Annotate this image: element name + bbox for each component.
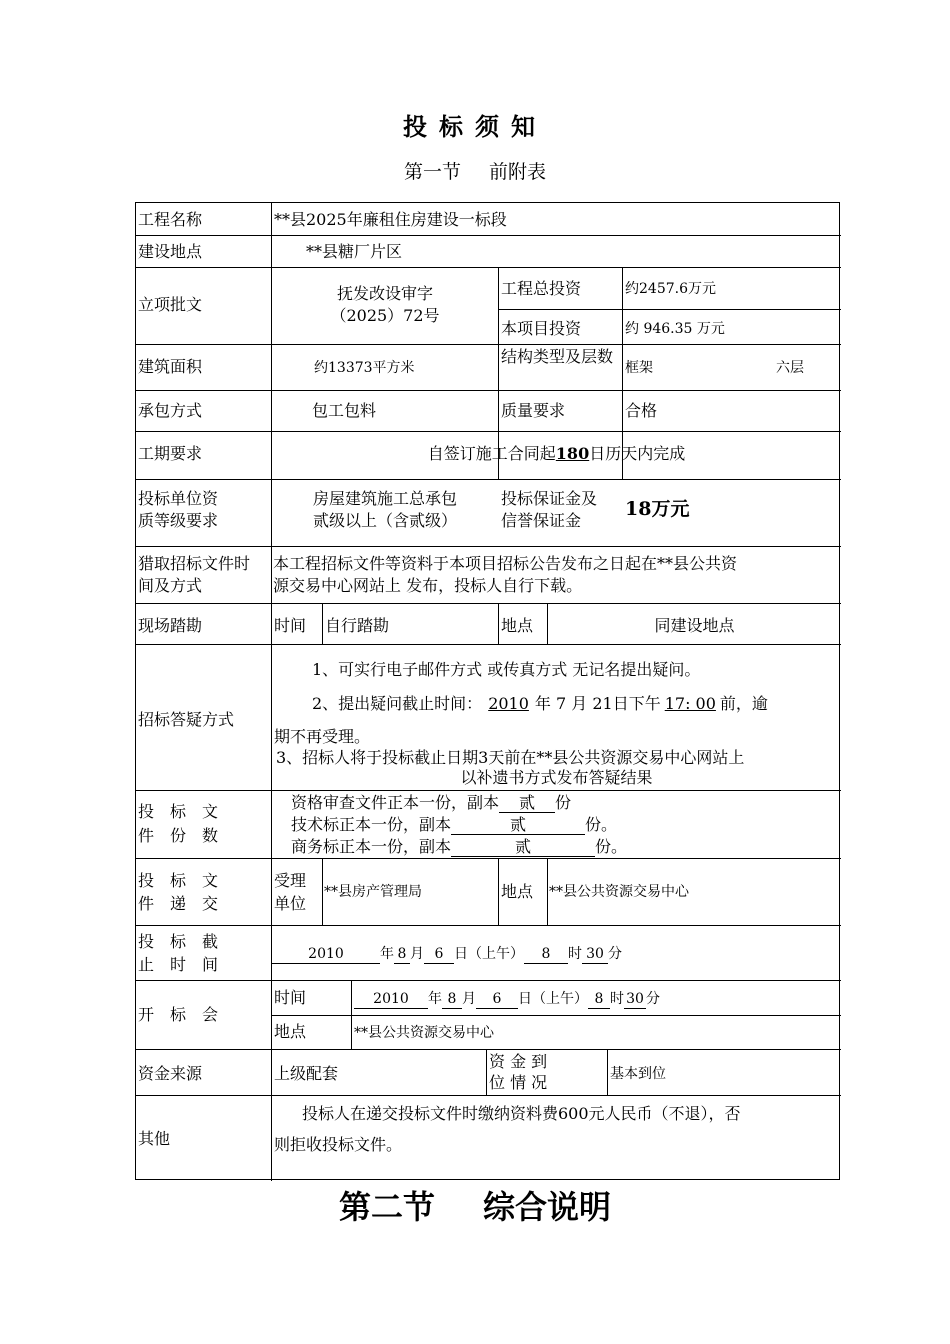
label-qualification-line1: 投标单位资 [138,489,219,508]
qa-item2-b: 年 7 月 21日下午 [534,694,661,713]
opening-hour: 8 [588,990,610,1009]
value-qualification-line2: 贰级以上（含贰级） [312,511,457,530]
qa-item-2-cont: 期不再受理。 [274,727,371,746]
deadline-month-unit: 月 [410,946,424,962]
label-opening-time: 时间 [274,988,307,1007]
label-receiver-line2: 单位 [274,894,307,913]
section-1-heading [0,157,950,184]
opening-day: 6 [476,990,518,1009]
value-qualification-line1: 房屋建筑施工总承包 [312,489,457,508]
value-project-investment: 约 946.35 万元 [625,321,725,337]
label-obtain-line1: 猎取招标文件时 [138,554,251,573]
copies-line1-value: 贰 [499,794,555,813]
value-floors: 六层 [776,360,804,376]
qa-item-3-line2: 以补遗书方式发布答疑结果 [460,768,653,787]
label-site-visit-time: 时间 [274,616,307,635]
label-deadline-line2: 止 时 间 [138,955,219,974]
label-obtain-line2: 间及方式 [138,576,203,595]
value-location: **县糖厂片区 [306,242,403,261]
label-submit-line1: 投 标 文 [138,871,219,890]
duration-days: 180 [555,444,590,463]
label-other: 其他 [138,1129,171,1148]
value-approval-line2: （2025）72号 [330,306,440,325]
label-qualification-line2: 质等级要求 [138,511,219,530]
section-name: 前附表 [489,161,547,183]
label-copies-line1: 投 标 文 [138,802,219,821]
label-opening: 开 标 会 [138,1005,219,1024]
value-site-visit-place: 同建设地点 [654,616,735,635]
label-qa: 招标答疑方式 [138,710,235,729]
copies-line1-b: 份 [555,793,572,812]
label-contract-type: 承包方式 [138,401,203,420]
qa-item2-a: 2、提出疑问截止时间： [312,694,483,713]
copies-line3-value: 贰 [451,838,595,857]
label-site-visit: 现场踏勘 [138,616,203,635]
value-opening-time [354,988,839,1010]
copies-line3-a: 商务标正本一份，副本 [291,837,452,856]
bidding-schedule-table [135,202,840,1180]
value-building-area: 约13373平方米 [314,360,415,376]
value-bond: 18万元 [625,498,690,520]
copies-line3-b: 份。 [595,837,628,856]
label-project-investment: 本项目投资 [501,319,582,338]
value-total-investment: 约2457.6万元 [625,281,716,297]
duration-prefix: 自签订施工合同起 [427,444,556,463]
section-name: 综合说明 [483,1188,612,1226]
label-deadline-line1: 投 标 截 [138,932,219,951]
opening-ampm: （上午） [532,991,588,1007]
section-2-heading [0,1182,950,1228]
deadline-month: 8 [394,945,410,964]
section-label: 第二节 [338,1188,435,1226]
label-submit-line2: 件 递 交 [138,894,219,913]
section-label: 第一节 [403,161,461,183]
value-approval-line1: 抚发改设审字 [336,284,433,303]
qa-item-3-line1: 3、招标人将于投标截止日期3天前在**县公共资源交易中心网站上 [276,748,745,767]
label-approval: 立项批文 [138,295,203,314]
deadline-day: 6 [424,945,454,964]
opening-year: 2010 [354,990,428,1009]
value-funding: 上级配套 [274,1064,339,1083]
opening-month: 8 [442,990,462,1009]
copies-line-2 [291,814,791,835]
deadline-minute: 30 [582,945,608,964]
label-total-investment: 工程总投资 [501,279,582,298]
value-duration [272,443,841,465]
label-copies-line2: 件 份 数 [138,826,219,845]
value-funding-status: 基本到位 [610,1066,666,1082]
deadline-hour-unit: 时 [568,946,582,962]
label-submit-place: 地点 [501,882,534,901]
copies-line2-b: 份。 [585,815,618,834]
value-contract-type: 包工包料 [312,401,377,420]
value-site-visit-time: 自行踏勘 [325,616,390,635]
value-submit-place: **县公共资源交易中心 [549,884,689,900]
qa-item2-time: 17: 00 [664,694,716,713]
opening-year-unit: 年 [428,991,442,1007]
label-quality: 质量要求 [501,401,566,420]
value-opening-place: **县公共资源交易中心 [354,1025,494,1041]
label-funding-status-line2: 位 情 况 [489,1073,548,1092]
label-opening-place: 地点 [274,1022,307,1041]
qa-item2-c: 前，逾 [719,694,768,713]
value-project-name: **县2025年廉租住房建设一标段 [274,210,507,229]
label-project-name: 工程名称 [138,210,203,229]
value-other-line1: 投标人在递交投标文件时缴纳资料费600元人民币（不退），否 [302,1104,741,1123]
deadline-year: 2010 [272,945,380,964]
value-structure-type: 框架 [625,360,653,376]
duration-suffix: 日历天内完成 [589,444,686,463]
label-funding-status-line1: 资 金 到 [489,1052,548,1071]
deadline-ampm: （上午） [468,946,524,962]
copies-line-1 [291,792,791,813]
label-duration: 工期要求 [138,444,203,463]
value-obtain-line1: 本工程招标文件等资料于本项目招标公告发布之日起在**县公共资 [273,554,738,573]
label-site-visit-place: 地点 [501,616,534,635]
copies-line2-a: 技术标正本一份，副本 [291,815,452,834]
label-bond-line1: 投标保证金及 [501,489,598,508]
value-obtain-line2: 源交易中心网站上 发布，投标人自行下载。 [273,576,583,595]
value-quality: 合格 [625,401,658,420]
deadline-day-unit: 日 [454,946,468,962]
label-building-area: 建筑面积 [138,357,203,376]
qa-item-2 [312,693,840,715]
label-receiver-line1: 受理 [274,871,307,890]
document-title: 投标须知 [403,113,547,141]
copies-line2-value: 贰 [451,816,585,835]
opening-day-unit: 日 [518,991,532,1007]
value-receiver: **县房产管理局 [324,884,422,900]
deadline-hour: 8 [524,945,568,964]
opening-minute: 30 [624,990,646,1009]
qa-item-1: 1、可实行电子邮件方式 或传真方式 无记名提出疑问。 [312,660,701,679]
label-location: 建设地点 [138,242,203,261]
label-bond-line2: 信誉保证金 [501,511,582,530]
opening-month-unit: 月 [462,991,476,1007]
label-structure-type: 结构类型及层数 [501,347,614,366]
qa-item2-year: 2010 [488,694,529,713]
opening-hour-unit: 时 [610,991,624,1007]
deadline-year-unit: 年 [380,946,394,962]
copies-line-3 [291,836,811,857]
copies-line1-a: 资格审查文件正本一份，副本 [291,793,500,812]
opening-minute-unit: 分 [646,991,660,1007]
value-other-line2: 则拒收投标文件。 [274,1135,403,1154]
label-funding: 资金来源 [138,1064,203,1083]
deadline-minute-unit: 分 [608,946,622,962]
value-deadline [272,943,832,965]
